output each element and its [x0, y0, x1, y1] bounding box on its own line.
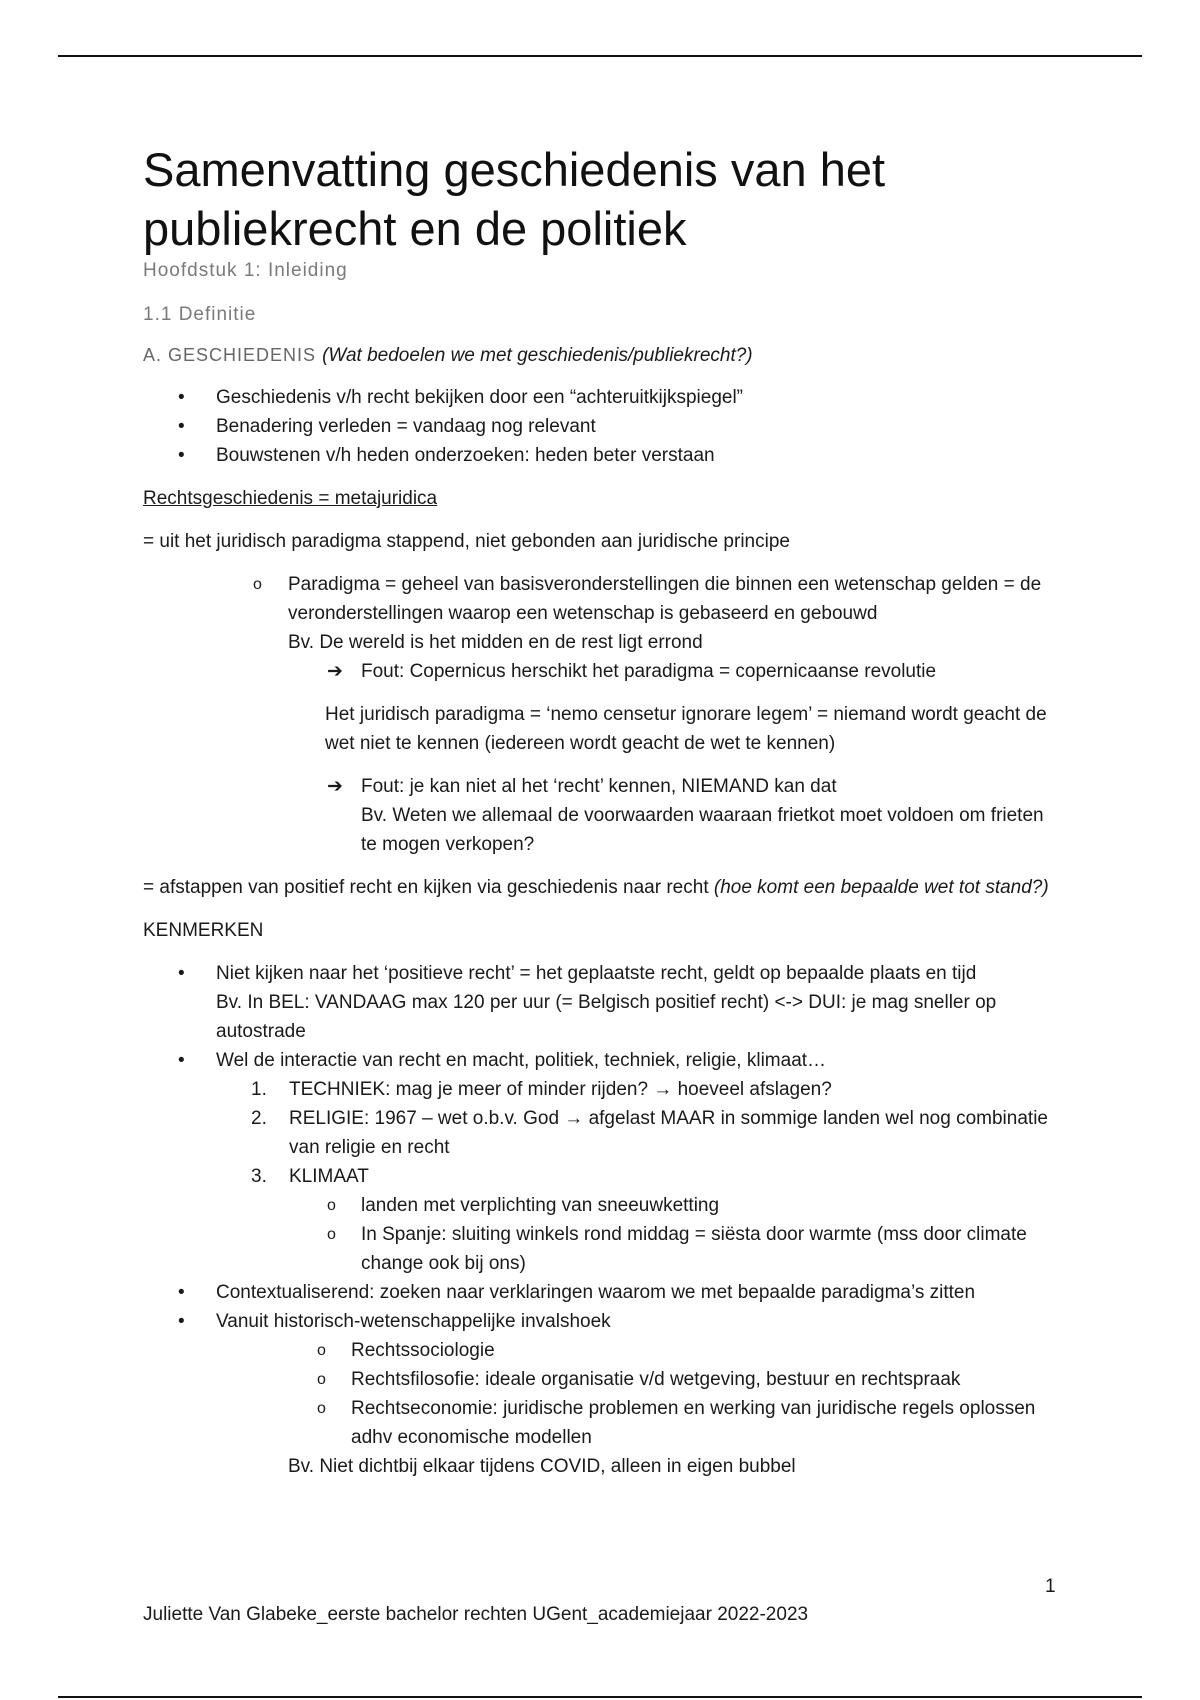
- footer-rule: [58, 1696, 1142, 1698]
- kenmerken-list-continued: [143, 1278, 1063, 1336]
- list-number: 1.: [251, 1079, 267, 1100]
- juridisch-arrow-line: [143, 772, 1063, 859]
- document-page: [143, 140, 1063, 1481]
- kenmerk-example: Bv. In BEL: VANDAAG max 120 per uur (= Belgisch positief recht) <-> DUI: je mag sneller op autostrade: [216, 992, 997, 1042]
- klimaat-sub-list: [143, 1191, 1063, 1278]
- kenmerken-list: [143, 959, 1063, 1075]
- list-item: • Geschiedenis v/h recht bekijken door een “achteruitkijkspiegel”: [143, 383, 1063, 412]
- numbered-list: [216, 1075, 1063, 1191]
- list-item: [143, 959, 1063, 1046]
- list-item: [216, 1075, 1063, 1104]
- paradigma-arrow-text: Fout: Copernicus herschikt het paradigma = copernicaanse revolutie: [361, 661, 937, 682]
- page-number: 1: [1045, 1576, 1056, 1597]
- arrow-right-icon: ➔: [327, 776, 343, 797]
- afstappen-line: [143, 873, 1063, 902]
- list-item-text: KLIMAAT: [289, 1166, 369, 1187]
- definition-heading: Rechtsgeschiedenis = metajuridica: [143, 488, 438, 509]
- invalshoek-sub-list: [143, 1336, 1063, 1452]
- paradigma-list: [143, 570, 1063, 657]
- subsection-note: (Wat bedoelen we met geschiedenis/publiekrecht?): [322, 345, 753, 366]
- list-item: • Vanuit historisch-wetenschappelijke invalshoek: [143, 1307, 1063, 1336]
- chapter-heading: Hoofdstuk 1: Inleiding: [143, 260, 348, 281]
- document-title: Samenvatting geschiedenis van het publiekrecht en de politiek: [143, 143, 886, 255]
- juridisch-arrow-text: Fout: je kan niet al het ‘recht’ kennen, NIEMAND kan dat: [361, 776, 837, 797]
- paradigma-example: Bv. De wereld is het midden en de rest ligt errond: [288, 632, 703, 653]
- juridisch-paradigma: Het juridisch paradigma = ‘nemo censetur ignorare legem’ = niemand wordt geacht de wet niet te kennen (iedereen wordt geacht de wet te kennen): [325, 704, 1047, 754]
- list-item-text: TECHNIEK: mag je meer of minder rijden? → hoeveel afslagen?: [289, 1079, 832, 1100]
- list-item: [216, 1104, 1063, 1162]
- list-item: o Rechtseconomie: juridische problemen en werking van juridische regels oplossen adhv economische modellen: [143, 1394, 1063, 1452]
- arrow-right-icon: ➔: [327, 661, 343, 682]
- paradigma-text: Paradigma = geheel van basisveronderstellingen die binnen een wetenschap gelden = de veronderstellingen waarop een wetenschap is gebaseerd en gebouwd: [288, 574, 1042, 624]
- definition-line: = uit het juridisch paradigma stappend, niet gebonden aan juridische principe: [143, 531, 790, 552]
- paradigma-arrow-line: [143, 657, 1063, 686]
- list-number: 3.: [251, 1166, 267, 1187]
- list-item: o Rechtsfilosofie: ideale organisatie v/d wetgeving, bestuur en rechtspraak: [143, 1365, 1063, 1394]
- section-heading: 1.1 Definitie: [143, 304, 257, 325]
- footer-text: Juliette Van Glabeke_eerste bachelor rechten UGent_academiejaar 2022-2023: [143, 1604, 809, 1625]
- invalshoek-example: Bv. Niet dichtbij elkaar tijdens COVID, alleen in eigen bubbel: [288, 1456, 796, 1477]
- afstappen-text: = afstappen van positief recht en kijken via geschiedenis naar recht: [143, 877, 714, 898]
- list-item: [143, 570, 1063, 657]
- subsection-heading: [143, 342, 1063, 369]
- list-item: • Benadering verleden = vandaag nog relevant: [143, 412, 1063, 441]
- header-rule: [58, 55, 1142, 57]
- list-item: o Rechtssociologie: [143, 1336, 1063, 1365]
- list-item: • Bouwstenen v/h heden onderzoeken: heden beter verstaan: [143, 441, 1063, 470]
- list-item: o In Spanje: sluiting winkels rond middag = siësta door warmte (mss door climate change ook bij ons): [143, 1220, 1063, 1278]
- kenmerken-heading: KENMERKEN: [143, 920, 264, 941]
- subsection-label: A. GESCHIEDENIS: [143, 345, 317, 365]
- list-number: 2.: [251, 1108, 267, 1129]
- juridisch-example: Bv. Weten we allemaal de voorwaarden waaraan frietkot moet voldoen om frieten te mogen verkopen?: [361, 805, 1044, 855]
- kenmerk-text: Niet kijken naar het ‘positieve recht’ = het geplaatste recht, geldt op bepaalde plaats en tijd: [216, 963, 977, 984]
- list-item: • Contextualiserend: zoeken naar verklaringen waarom we met bepaalde paradigma’s zitten: [143, 1278, 1063, 1307]
- list-item: • Wel de interactie van recht en macht, politiek, techniek, religie, klimaat…: [143, 1046, 1063, 1075]
- list-item: o landen met verplichting van sneeuwketting: [143, 1191, 1063, 1220]
- afstappen-note: (hoe komt een bepaalde wet tot stand?): [713, 877, 1049, 898]
- list-item-text: RELIGIE: 1967 – wet o.b.v. God → afgelast MAAR in sommige landen wel nog combinatie van religie en recht: [289, 1108, 1048, 1158]
- list-item: [216, 1162, 1063, 1191]
- intro-bullet-list: [143, 383, 1063, 470]
